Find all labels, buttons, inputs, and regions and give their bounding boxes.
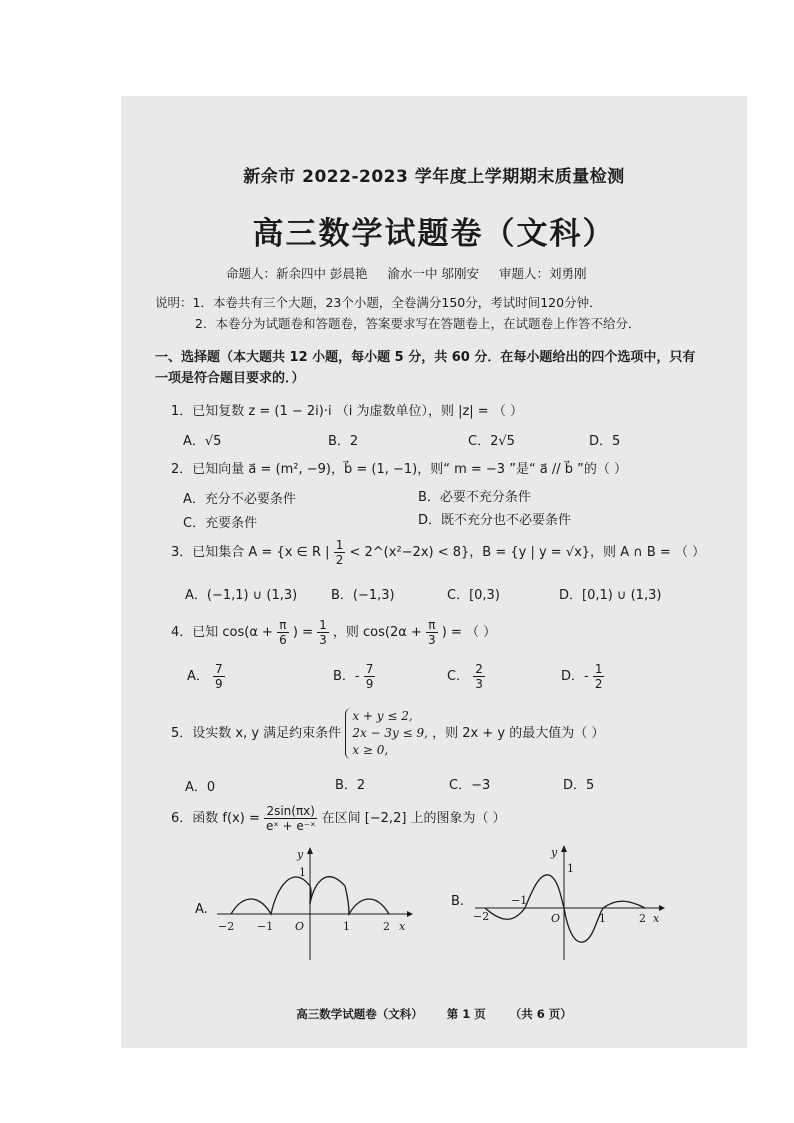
q4-c-frac [473,662,485,691]
q4-c-label: C． [447,669,470,684]
graph-b-tick-neg2: −2 [473,910,490,923]
q6-frac-den: eˣ + e⁻ˣ [265,819,316,833]
q3-frac-num: 1 [335,538,344,552]
constraint-system [345,708,428,759]
instruction-1: 说明：1．本卷共有三个大题，23个小题，全卷满分150分，考试时间120分钟． [155,295,602,310]
q6-stem-part-1: 6．函数 f(x) = [171,811,260,826]
q4-b-num: 7 [365,662,374,676]
exam-title: 高三数学试题卷（文科） [252,216,616,252]
footer-title: 高三数学试题卷（文科） [296,1007,423,1021]
q4-a-den: 9 [215,677,223,691]
graph-b-origin: O [551,912,561,925]
graph-a-tick-2: 2 [383,920,390,933]
q6-fraction [264,804,317,833]
q1-option-c: C．2√5 [468,434,515,449]
q6-graph-a [213,842,423,966]
q4-d-num: 1 [594,662,603,676]
q2-option-b: B．必要不充分条件 [418,490,531,505]
q4-option-c [447,662,485,691]
q2-option-d: D．既不充分也不必要条件 [418,513,572,528]
q3-stem-part-2: < 2^(x²−2x) < 8}，B = {y | y = √x}，则 A ∩ B = （ ） [349,545,706,560]
q3-option-d: D．[0,1) ∪ (1,3) [559,588,662,603]
q4-d-den: 2 [594,677,603,691]
q3-option-b: B．(−1,3) [331,588,395,603]
q4-c-num: 2 [475,662,483,676]
graph-a-ytick-1: 1 [299,866,306,879]
footer-page: 第 1 页 [446,1007,486,1021]
constraint-1: x + y ≤ 2, [352,709,413,723]
authors-line [226,264,602,282]
q5-option-c: C．−3 [449,778,491,793]
question-2-stem: 2．已知向量 a⃗ = (m², −9)，b⃗ = (1, −1)，则“ m = −3 ”是“ a⃗ // b⃗ ”的（ ） [171,462,628,477]
q6-option-a-label: A. [195,902,208,917]
q4-stem-part-2: ) = [292,625,313,640]
q5-stem-part-2: ，则 2x + y 的最大值为（ ） [432,726,605,741]
q3-option-a: A．(−1,1) ∪ (1,3) [185,588,298,603]
q4-d-label: D．- [561,669,589,684]
question-5-stem [171,708,604,759]
q4-a-label: A． [187,669,209,684]
q4-fraction-3 [426,618,438,647]
q4-fraction-2 [317,618,329,647]
graph-b-tick-2: 2 [639,912,646,925]
question-6-stem [171,804,506,833]
q1-option-d: D．5 [589,434,621,449]
q4-stem-part-4: ) = （ ） [441,625,497,640]
graph-a-tick-neg1: −1 [257,920,274,933]
q1-option-b: B．2 [328,434,359,449]
graph-a-tick-1: 1 [343,920,350,933]
q4-option-a [187,662,225,691]
question-3-stem [171,538,705,567]
q3-option-c: C．[0,3) [447,588,500,603]
graph-a-tick-neg2: −2 [218,920,235,933]
graph-a-x-label: x [399,920,406,933]
reviewer: 审题人：刘勇刚 [498,266,587,281]
question-4-stem [171,618,496,647]
q4-f2-num: 1 [319,618,327,632]
graph-b-tick-neg1: −1 [511,894,528,907]
q4-f1-den: 6 [279,633,287,647]
q6-frac-num: 2sin(πx) [264,804,317,819]
graph-b-ytick-1: 1 [567,862,574,875]
section-heading-line-1: 一、选择题（本大题共 12 小题，每小题 5 分，共 60 分．在每小题给出的四个选项中，只有 [155,350,696,365]
q4-f3-num: π [426,618,438,633]
q3-frac-den: 2 [335,553,344,567]
q5-option-a: A．0 [185,780,216,795]
exam-subtitle: 新余市 2022-2023 学年度上学期期末质量检测 [243,167,625,187]
instructions [155,292,640,334]
question-1-stem: 1．已知复数 z = (1 − 2i)·i （i 为虚数单位），则 |z| = （ ） [171,404,523,419]
q4-b-frac [364,662,376,691]
q3-stem-part-1: 3．已知集合 A = {x ∈ R | [171,545,330,560]
q2-option-c: C．充要条件 [183,516,258,531]
graph-a-y-label: y [297,848,304,861]
q4-a-num: 7 [215,662,223,676]
graph-b-tick-1: 1 [599,912,606,925]
q6-stem-part-2: 在区间 [−2,2] 上的图象为（ ） [321,811,506,826]
q4-f1-num: π [277,618,289,633]
graph-b-y-label: y [551,846,558,859]
q4-b-label: B．- [333,669,360,684]
exam-page [121,96,747,1048]
q3-fraction [334,538,346,567]
q4-d-frac [593,662,605,691]
q4-fraction-1 [277,618,289,647]
instruction-2: 2．本卷分为试题卷和答题卷，答案要求写在答题卷上，在试题卷上作答不给分． [195,316,641,331]
graph-b-x-label: x [653,912,660,925]
q6-option-b-label: B. [451,894,465,909]
section-heading [155,347,695,389]
q5-stem-part-1: 5．设实数 x, y 满足约束条件 [171,726,342,741]
page-footer [121,1006,747,1022]
q4-a-frac [213,662,225,691]
q1-option-a: A．√5 [183,434,222,449]
q4-f2-den: 3 [319,633,327,647]
q2-option-a: A．充分不必要条件 [183,492,296,507]
q4-option-b [333,662,375,691]
q4-stem-part-3: ，则 cos(2α + [332,625,422,640]
author-2: 渝水一中 邬刚安 [387,266,479,281]
q4-b-den: 9 [365,677,374,691]
footer-total: （共 6 页） [509,1007,572,1021]
graph-a-origin: O [295,920,305,933]
q5-option-b: B．2 [335,778,366,793]
q5-option-d: D．5 [563,778,595,793]
q6-graph-b [471,842,671,966]
q4-f3-den: 3 [428,633,436,647]
q4-c-den: 3 [475,677,483,691]
constraint-3: x ≥ 0, [352,743,389,757]
constraint-2: 2x − 3y ≤ 9, [352,726,428,740]
section-heading-line-2: 一项是符合题目要求的．） [155,371,305,386]
q4-stem-part-1: 4．已知 cos(α + [171,625,273,640]
q4-option-d [561,662,604,691]
author-1: 命题人：新余四中 彭晨艳 [226,266,368,281]
